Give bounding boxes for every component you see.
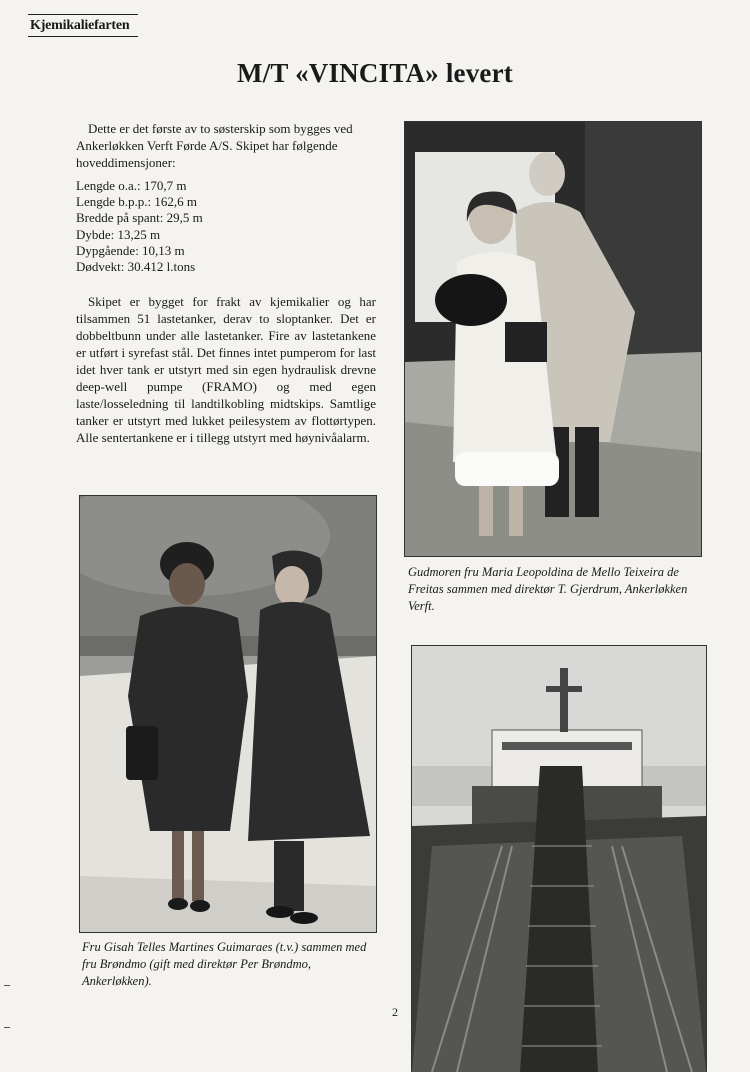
dimension-item: Lengde o.a.: 170,7 m <box>76 178 187 193</box>
photo-tanker-deck-image <box>412 646 706 1072</box>
photo-tanker-deck <box>411 645 707 1072</box>
article-body <box>76 293 376 446</box>
dimension-item: Bredde på spant: 29,5 m <box>76 210 203 226</box>
dimension-item: Dybde: 13,25 m <box>76 226 161 242</box>
intro-paragraph: Dette er det første av to søsterskip som bygges ved Ankerløkken Verft Førde A/S. Skipet har følgende hoveddimensjoner: <box>76 121 353 170</box>
body-paragraph: Skipet er bygget for frakt av kjemikalier og har tilsammen 51 lastetanker, derav to sloptanker. Det er dobbeltbunn under alle lastetanker. Fire av lastetankene er utført i syrefast stål. Det finnes intet pumperom for last idet hver tank er utstyrt med sin egen hydraulisk drevne deep-well pumpe (FRAMO) og med egen laste/losseledning til landtilkobling midtskips. Samtlige tanker er utstyrt med lukket peilesystem av flottørtypen. Alle sentertankene er i tillegg utstyrt med høynivåalarm. <box>76 294 377 445</box>
caption-godmother: Gudmoren fru Maria Leopoldina de Mello Teixeira de Freitas sammen med direktør T. Gjerdrum, Ankerløkken Verft. <box>408 565 688 613</box>
photo-godmother-director-image <box>405 122 701 556</box>
photo-godmother-director <box>404 121 702 557</box>
caption-women: Fru Gisah Telles Martines Guimaraes (t.v.) sammen med fru Brøndmo (gift med direktør Per Brøndmo, Ankerløkken). <box>82 940 367 988</box>
margin-mark <box>4 1027 10 1028</box>
page-number: 2 <box>392 1005 398 1019</box>
article-intro <box>76 120 376 171</box>
dimension-item: Dypgående: 10,13 m <box>76 242 185 258</box>
section-label: Kjemikaliefarten <box>28 14 138 37</box>
dimension-item: Dødvekt: 30.412 l.tons <box>76 259 196 275</box>
margin-mark <box>4 985 10 986</box>
photo-two-women <box>79 495 377 933</box>
photo-two-women-image <box>80 496 376 932</box>
article-title: M/T «VINCITA» levert <box>237 58 513 88</box>
dimension-list <box>76 178 376 275</box>
dimension-item: Lengde b.p.p.: 162,6 m <box>76 194 197 210</box>
